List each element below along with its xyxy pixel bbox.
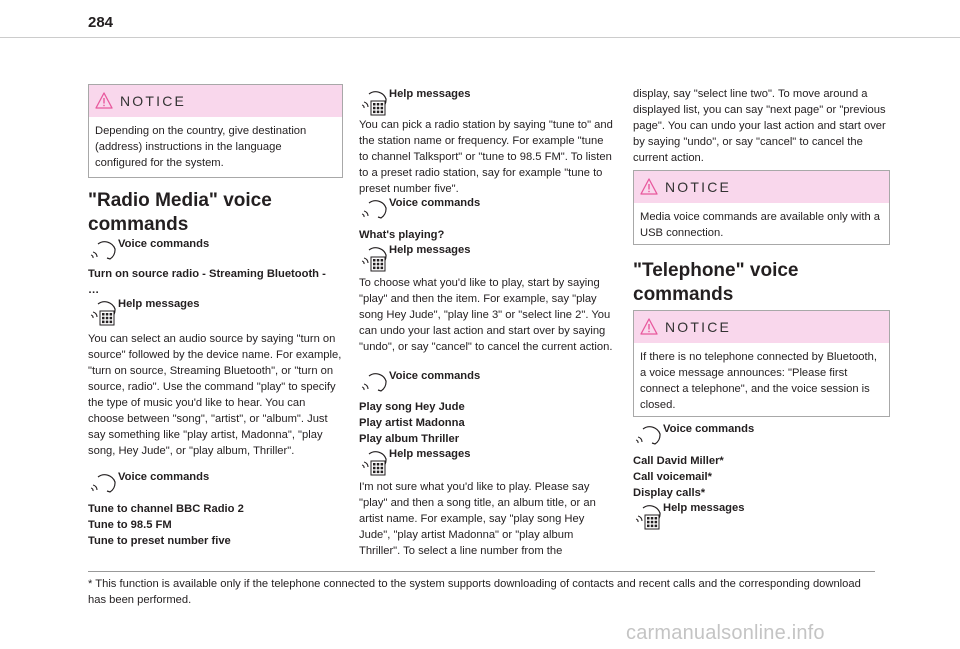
notice-header bbox=[634, 171, 889, 203]
notice-box-destination bbox=[88, 84, 343, 178]
help-messages-label: Help messages bbox=[118, 298, 200, 310]
voice-commands-row bbox=[88, 240, 344, 260]
command-text: Tune to 98.5 FM bbox=[88, 519, 172, 531]
help-messages-label: Help messages bbox=[389, 448, 471, 460]
command-text: What's playing? bbox=[359, 229, 445, 241]
help-messages-row bbox=[359, 90, 615, 110]
command-text: Call David Miller* bbox=[633, 455, 724, 467]
warning-icon bbox=[640, 318, 658, 335]
notice-title: NOTICE bbox=[120, 93, 187, 109]
footnote-rule bbox=[88, 571, 875, 572]
footnote: * This function is available only if the telephone connected to the system supports downloading of contacts and recent calls and the corresponding download has been performed. bbox=[88, 578, 861, 606]
voice-command-icon bbox=[359, 199, 389, 221]
watermark: carmanualsonline.info bbox=[626, 622, 825, 644]
command-text: Display calls* bbox=[633, 487, 706, 499]
command-list bbox=[88, 501, 338, 549]
help-text-continued: display, say "select line two". To move around a displayed list, you can say "next page" or "previous page". You can undo your last action and start over by saying "undo", or say "cancel" to cancel the current action. bbox=[633, 88, 886, 164]
help-messages-label: Help messages bbox=[389, 244, 471, 256]
top-rule bbox=[0, 37, 960, 38]
notice-title: NOTICE bbox=[665, 319, 732, 335]
voice-command-icon bbox=[359, 372, 389, 394]
help-message-icon bbox=[359, 450, 389, 478]
notice-text: Media voice commands are available only with a USB connection. bbox=[640, 211, 881, 239]
voice-commands-label: Voice commands bbox=[389, 197, 481, 209]
warning-icon bbox=[95, 92, 113, 109]
notice-text: Depending on the country, give destination (address) instructions in the language configured for the system. bbox=[95, 125, 307, 169]
help-text: I'm not sure what you'd like to play. Please say "play" and then a song title, an album title, or an artist name. For example, say "play song Hey Jude", "play artist Madonna" or "play album Thriller". To select a line number from the bbox=[359, 481, 596, 557]
voice-commands-row bbox=[359, 199, 615, 219]
help-messages-row bbox=[359, 246, 615, 266]
voice-commands-label: Voice commands bbox=[118, 471, 210, 483]
voice-command-icon bbox=[88, 240, 118, 262]
command-text: Play artist Madonna bbox=[359, 417, 465, 429]
warning-icon bbox=[640, 178, 658, 195]
help-text: You can select an audio source by saying "turn on source" followed by the device name. For example, "turn on source, Streaming Bluetooth", or "turn on source, radio". Use the command "play" to specify the type of music you'd like to hear. You can choose between "song", "artist", or "album". Just say something like "play artist, Madonna", "play song, Hey Jude", or "play album, Thriller". bbox=[88, 333, 342, 457]
notice-box-media bbox=[633, 170, 890, 245]
voice-command-icon bbox=[633, 425, 663, 447]
help-messages-label: Help messages bbox=[389, 88, 471, 100]
help-message-icon bbox=[633, 504, 663, 532]
command-list bbox=[359, 399, 609, 447]
command-list bbox=[633, 453, 883, 501]
voice-commands-label: Voice commands bbox=[389, 370, 481, 382]
help-messages-row bbox=[88, 300, 344, 320]
voice-command-icon bbox=[88, 473, 118, 495]
page-number: 284 bbox=[88, 14, 114, 31]
help-text: To choose what you'd like to play, start by saying "play" and then the item. For example, say "play song Hey Jude", "play line 3" or "select line 2". You can undo your last action and start over by saying "undo", or say "cancel" to cancel the current action. bbox=[359, 277, 613, 353]
command-text: Turn on source radio - Streaming Bluetooth - … bbox=[88, 268, 326, 296]
voice-commands-row bbox=[359, 372, 615, 392]
notice-text: If there is no telephone connected by Bluetooth, a voice message announces: "Please first connect a telephone", and the voice session is closed. bbox=[640, 351, 877, 411]
notice-header bbox=[89, 85, 342, 117]
help-text: You can pick a radio station by saying "tune to" and the station name or frequency. For example "tune to channel Talksport" or "tune to 98.5 FM". To listen to a preset radio station, say for example "tune to preset number five". bbox=[359, 119, 613, 195]
help-messages-row bbox=[359, 450, 615, 470]
help-messages-label: Help messages bbox=[663, 502, 745, 514]
voice-commands-label: Voice commands bbox=[663, 423, 755, 435]
section-heading-telephone: "Telephone" voice commands bbox=[633, 260, 799, 305]
help-messages-row bbox=[633, 504, 889, 524]
help-message-icon bbox=[359, 90, 389, 118]
help-message-icon bbox=[359, 246, 389, 274]
command-text: Play song Hey Jude bbox=[359, 401, 465, 413]
voice-commands-row bbox=[633, 425, 889, 445]
help-message-icon bbox=[88, 300, 118, 328]
notice-box-telephone bbox=[633, 310, 890, 417]
voice-commands-row bbox=[88, 473, 344, 493]
notice-title: NOTICE bbox=[665, 179, 732, 195]
notice-header bbox=[634, 311, 889, 343]
section-heading-radio-media: "Radio Media" voice commands bbox=[88, 190, 272, 235]
command-text: Tune to channel BBC Radio 2 bbox=[88, 503, 244, 515]
command-text: Call voicemail* bbox=[633, 471, 712, 483]
command-text: Tune to preset number five bbox=[88, 535, 231, 547]
voice-commands-label: Voice commands bbox=[118, 238, 210, 250]
command-text: Play album Thriller bbox=[359, 433, 460, 445]
